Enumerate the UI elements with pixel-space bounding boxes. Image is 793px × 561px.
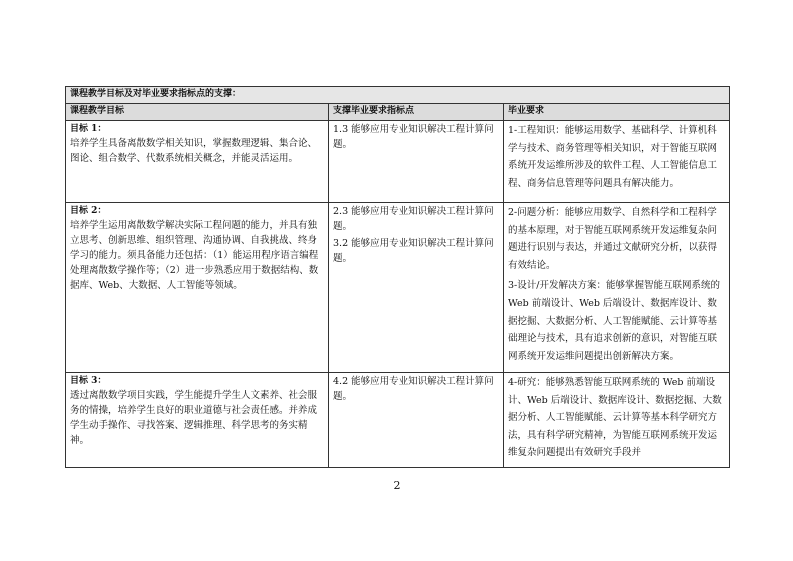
goal-text: 培养学生运用离散数学解决实际工程问题的能力，并具有独立思考、创新思维、组织管理、沟通协调、自我挑战、终身学习的能力。须具备能力还包括：（1）能运用程序语言编程处理离散数学操作等；（2）进一步熟悉应用于数据结构、数据库、Web、大数据、人工智能等领域。	[70, 220, 319, 291]
requirement-cell	[504, 373, 730, 468]
requirement-cell	[504, 203, 730, 373]
header-indicator: 支撑毕业要求指标点	[329, 104, 504, 121]
table-row	[66, 373, 730, 468]
goal-cell	[66, 373, 329, 468]
table-title: 课程教学目标及对毕业要求指标点的支撑：	[66, 87, 730, 104]
indicator-cell	[329, 121, 504, 203]
requirement-cell	[504, 121, 730, 203]
goal-cell	[66, 203, 329, 373]
indicator-cell	[329, 373, 504, 468]
goal-text: 透过离散数学项目实践，学生能提升学生人文素养、社会服务的情操，培养学生良好的职业道德与社会责任感。并养成学生动手操作、寻找答案、逻辑推理、科学思考的务实精神。	[70, 390, 318, 446]
header-requirement: 毕业要求	[504, 104, 730, 121]
table-row	[66, 121, 730, 203]
goal-title: 目标 2：	[70, 206, 107, 216]
requirement-text: 2-问题分析：能够应用数学、自然科学和工程科学的基本原理，对于智能互联网系统开发运维复杂问题进行识别与表达，并通过文献研究分析，以获得有效结论。	[508, 207, 718, 271]
requirement-text: 1-工程知识：能够运用数学、基础科学、计算机科学与技术、商务管理等相关知识，对于智能互联网系统开发运维所涉及的软件工程、人工智能信息工程、商务信息管理等问题具有解决能力。	[508, 125, 718, 189]
indicator-text: 2.3 能够应用专业知识解决工程计算问题。	[333, 206, 494, 232]
table-row	[66, 203, 730, 373]
course-objectives-table	[65, 86, 730, 468]
table-header-row	[66, 104, 730, 121]
goal-text: 培养学生具备离散数学相关知识，掌握数理逻辑、集合论、图论、组合数学、代数系统相关概念，并能灵活运用。	[70, 138, 318, 164]
requirement-text: 3-设计/开发解决方案：能够掌握智能互联网系统的 Web 前端设计、Web 后端设计、数据库设计、数据挖掘、大数据分析、人工智能赋能、云计算等基础理论与技术，具有追求创新的意识，对智能互联网系统开发运维问题提出创新解决方案。	[508, 280, 720, 362]
goal-title: 目标 1：	[70, 124, 107, 134]
indicator-text: 3.2 能够应用专业知识解决工程计算问题。	[333, 238, 494, 264]
header-goal: 课程教学目标	[66, 104, 329, 121]
indicator-text: 1.3 能够应用专业知识解决工程计算问题。	[333, 124, 494, 150]
page-number: 2	[393, 479, 401, 492]
indicator-text: 4.2 能够应用专业知识解决工程计算问题。	[333, 376, 494, 402]
indicator-cell	[329, 203, 504, 373]
goal-cell	[66, 121, 329, 203]
goal-title: 目标 3：	[70, 376, 107, 386]
table-title-row	[66, 87, 730, 104]
requirement-text: 4-研究：能够熟悉智能互联网系统的 Web 前端设计、Web 后端设计、数据库设计、数据挖掘、大数据分析、人工智能赋能、云计算等基本科学研究方法，具有科学研究精神，为智能互联网系统开发运维复杂问题提出有效研究手段并	[508, 377, 722, 459]
